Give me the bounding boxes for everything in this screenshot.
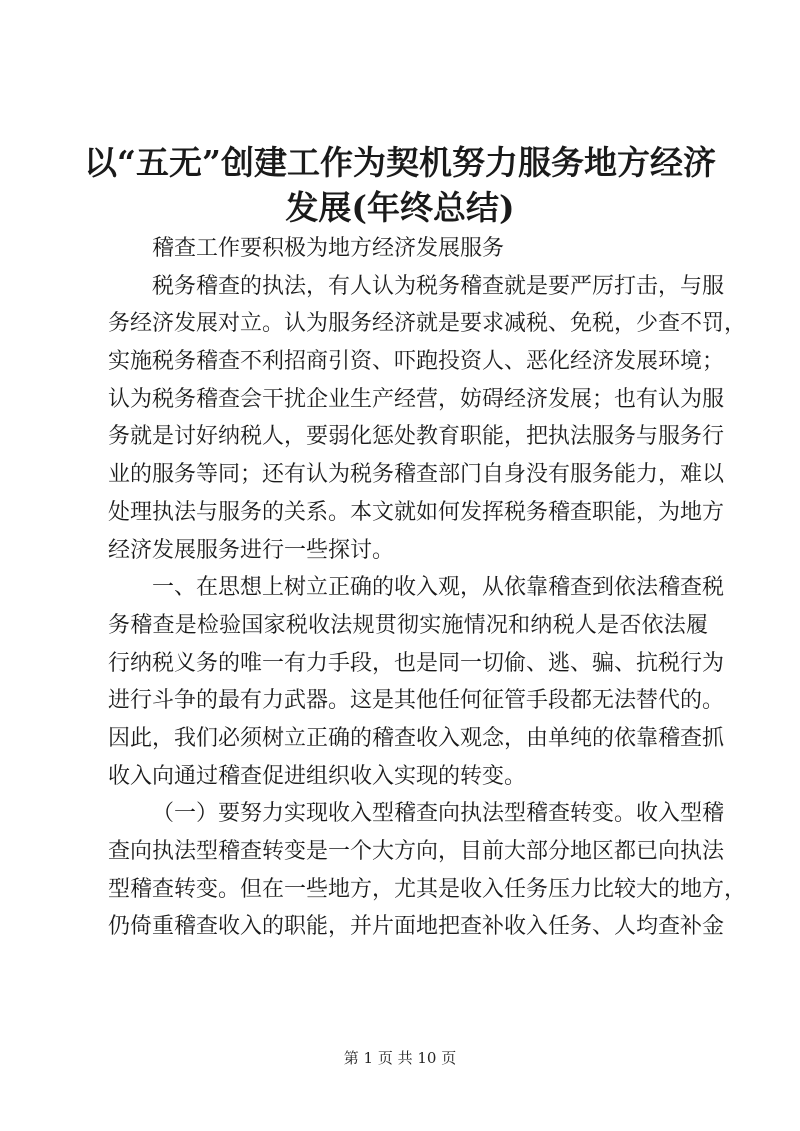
text-line: 一、在思想上树立正确的收入观，从依靠稽查到依法稽查税 — [152, 575, 725, 601]
text-line: 型稽查转变。但在一些地方，尤其是收入任务压力比较大的地方， — [108, 876, 747, 902]
page-footer: 第 1 页 共 10 页 — [343, 1049, 457, 1067]
text-line: 认为税务稽查会干扰企业生产经营，妨碍经济发展；也有认为服 — [108, 386, 725, 412]
document-title — [80, 140, 720, 230]
text-line: 业的服务等同；还有认为税务稽查部门自身没有服务能力，难以 — [108, 462, 725, 488]
text-line: 务经济发展对立。认为服务经济就是要求减税、免税，少查不罚， — [108, 311, 747, 337]
text-line: 因此，我们必须树立正确的稽查收入观念，由单纯的依靠稽查抓 — [108, 725, 725, 751]
text-line: 进行斗争的最有力武器。这是其他任何征管手段都无法替代的。 — [108, 688, 725, 714]
text-line: 经济发展服务进行一些探讨。 — [108, 537, 395, 563]
text-line: 务稽查是检验国家税收法规贯彻实施情况和纳税人是否依法履 — [108, 612, 708, 638]
text-line: 稽查工作要积极为地方经济发展服务 — [152, 236, 505, 261]
text-line: 税务稽查的执法，有人认为税务稽查就是要严厉打击，与服 — [152, 273, 725, 299]
text-line: 仍倚重稽查收入的职能，并片面地把查补收入任务、人均查补金 — [108, 914, 725, 940]
title-line-2: 发展(年终总结) — [285, 188, 515, 227]
text-line: 行纳税义务的唯一有力手段，也是同一切偷、逃、骗、抗税行为 — [108, 650, 725, 676]
document-body — [108, 230, 747, 946]
text-line: （一）要努力实现收入型稽查向执法型稽查转变。收入型稽 — [152, 801, 725, 827]
text-line: 处理执法与服务的关系。本文就如何发挥税务稽查职能，为地方 — [108, 499, 725, 525]
text-line: 实施税务稽查不利招商引资、吓跑投资人、恶化经济发展环境； — [108, 349, 725, 375]
text-line: 务就是讨好纳税人，要弱化惩处教育职能，把执法服务与服务行 — [108, 424, 725, 450]
text-line: 查向执法型稽查转变是一个大方向，目前大部分地区都已向执法 — [108, 839, 725, 864]
title-line-1: 以“五无”创建工作为契机努力服务地方经济 — [84, 143, 716, 182]
text-line: 收入向通过稽查促进组织收入实现的转变。 — [108, 763, 527, 789]
